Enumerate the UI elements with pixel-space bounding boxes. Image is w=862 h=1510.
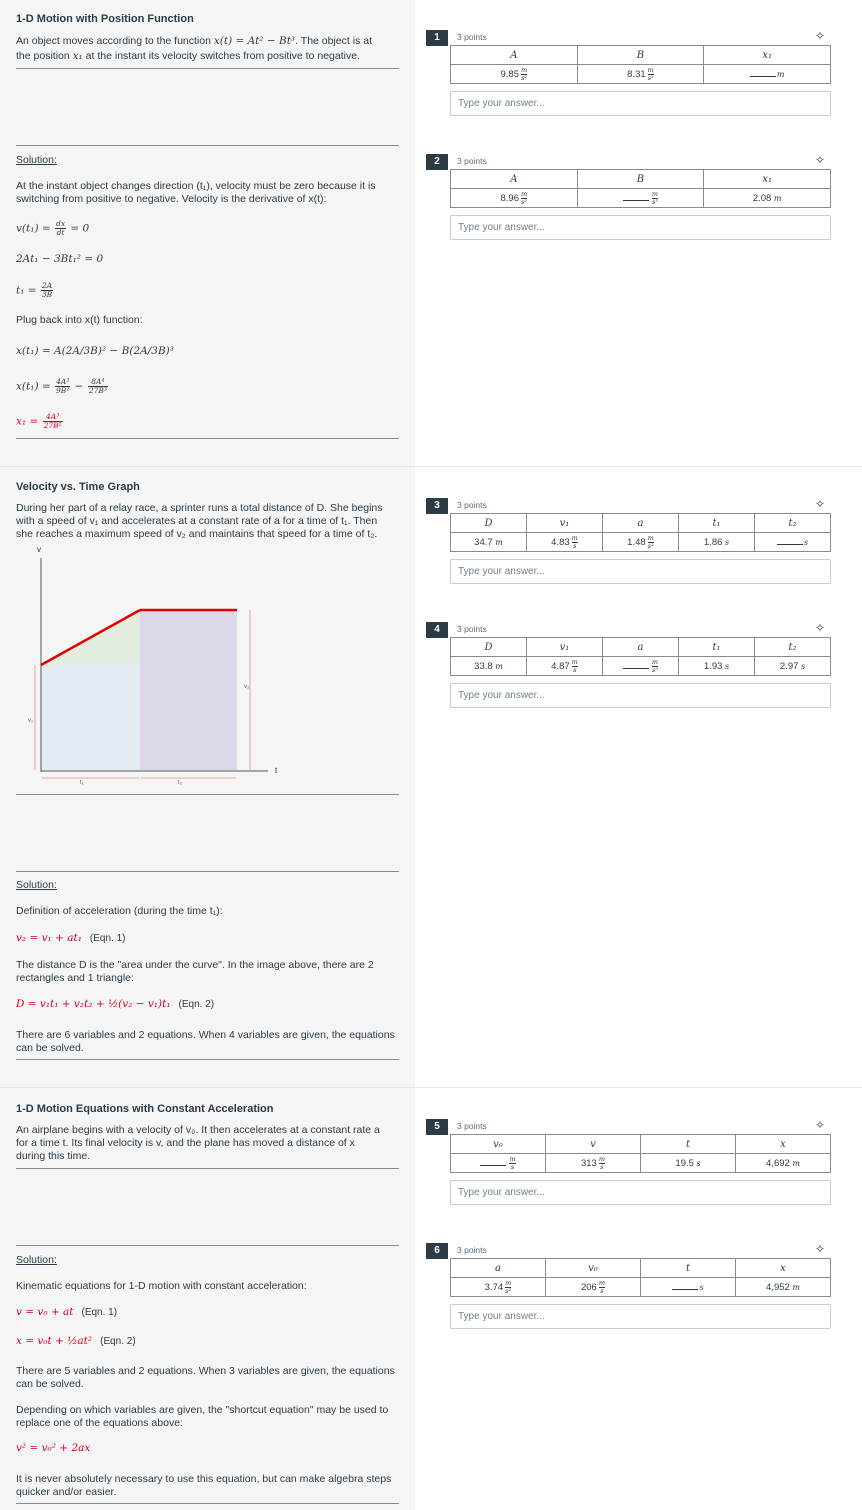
section3-problem: An airplane begins with a velocity of v₀. It then accelerates at a constant rate a bbox=[16, 1124, 380, 1136]
value-text: 1.48 bbox=[627, 536, 646, 548]
unit: s bbox=[803, 537, 809, 547]
table-header-cell: x bbox=[736, 1259, 831, 1278]
value-cell bbox=[679, 657, 755, 676]
value-text: 3.74 bbox=[484, 1281, 504, 1293]
solution-text: quicker and/or easier. bbox=[16, 1486, 117, 1498]
unknown-value-cell bbox=[704, 65, 831, 84]
divider bbox=[16, 871, 399, 872]
unit: $\frac{m}{s}$ bbox=[598, 1154, 606, 1171]
table-header-cell: v₁ bbox=[527, 638, 603, 657]
table-header-cell: x₁ bbox=[704, 46, 831, 65]
value-cell bbox=[546, 1278, 641, 1297]
rect-v1-t1 bbox=[41, 665, 140, 770]
value-cell bbox=[451, 657, 527, 676]
unit: m bbox=[789, 1282, 800, 1292]
value-text: 4,952 bbox=[766, 1281, 790, 1293]
value-cell bbox=[527, 533, 603, 552]
equation: v = v₀ + at (Eqn. 1) bbox=[16, 1306, 118, 1318]
equation: D = v₁t₁ + v₂t₂ + ½(v₂ − v₁)t₁ (Eqn. 2) bbox=[16, 998, 215, 1010]
unit: s bbox=[798, 661, 806, 671]
value-cell bbox=[736, 1154, 831, 1173]
unit: m bbox=[776, 69, 785, 79]
unit: m bbox=[492, 661, 503, 671]
equation: x = v₀t + ½at² (Eqn. 2) bbox=[16, 1335, 136, 1347]
unknown-value-cell bbox=[641, 1278, 736, 1297]
solution-text: At the instant object changes direction (t₁), velocity must be zero because it is bbox=[16, 180, 376, 192]
section3-problem: for a time t. Its final velocity is v, and the plane has moved a distance of x bbox=[16, 1137, 355, 1149]
question-points: 3 points bbox=[457, 624, 487, 634]
section2-problem: she reaches a maximum speed of v₂ and maintains that speed for a time of t₂. bbox=[16, 528, 378, 540]
v2-label: v₂ bbox=[244, 684, 250, 690]
table-header-cell: a bbox=[603, 638, 679, 657]
value-cell bbox=[451, 1278, 546, 1297]
question-number: 2 bbox=[426, 154, 448, 170]
velocity-time-graph bbox=[0, 540, 415, 790]
section-divider bbox=[0, 466, 862, 467]
divider bbox=[16, 1059, 399, 1060]
blank-line bbox=[623, 193, 649, 201]
divider bbox=[16, 68, 399, 69]
given-values-table bbox=[450, 1258, 831, 1297]
pin-icon[interactable]: ✧ bbox=[815, 621, 826, 635]
solution-text: There are 5 variables and 2 equations. When 3 variables are given, the equations bbox=[16, 1365, 395, 1377]
solution-text: It is never absolutely necessary to use this equation, but can make algebra steps bbox=[16, 1473, 392, 1485]
pin-icon[interactable]: ✧ bbox=[815, 153, 826, 167]
table-header-cell: a bbox=[603, 514, 679, 533]
given-values-table bbox=[450, 45, 831, 84]
value-text: 33.8 bbox=[474, 660, 493, 672]
unit: $\frac{m}{\text{s²}}$ bbox=[505, 1278, 512, 1295]
equation: 2At₁ − 3Bt₁² = 0 bbox=[16, 253, 104, 265]
section1-problem-cont: the position x₁ at the instant its velocity switches from positive to negative. bbox=[16, 50, 360, 62]
value-cell bbox=[679, 533, 755, 552]
question-number: 1 bbox=[426, 30, 448, 46]
unit: $\frac{m}{s}$ bbox=[509, 1154, 516, 1171]
solution-text: replace one of the equations above: bbox=[16, 1417, 183, 1429]
unit: $\frac{m}{\text{s²}}$ bbox=[651, 657, 659, 674]
equation: v₂ = v₁ + at₁ (Eqn. 1) bbox=[16, 932, 126, 944]
unit: m bbox=[492, 537, 503, 547]
section1-title: 1-D Motion with Position Function bbox=[16, 13, 194, 25]
solution-text: There are 6 variables and 2 equations. When 4 variables are given, the equations bbox=[16, 1029, 395, 1041]
final-equation: x₁ = $\frac{\text{4A³}}{\text{27B²}}$ bbox=[16, 412, 62, 430]
unit: s bbox=[722, 537, 730, 547]
value-text: 1.86 bbox=[703, 536, 723, 548]
pin-icon[interactable]: ✧ bbox=[815, 1118, 826, 1132]
unit: s bbox=[699, 1282, 704, 1292]
unknown-value-cell bbox=[577, 189, 704, 208]
table-header-cell: D bbox=[451, 514, 527, 533]
divider bbox=[16, 1168, 399, 1169]
solution-text: can be solved. bbox=[16, 1378, 84, 1390]
question-number: 5 bbox=[426, 1119, 448, 1135]
x-axis-label: t bbox=[275, 766, 278, 775]
solution-text: Depending on which variables are given, the "shortcut equation" may be used to bbox=[16, 1404, 389, 1416]
unit: s bbox=[693, 1158, 701, 1168]
solution-text: rectangles and 1 triangle: bbox=[16, 972, 134, 984]
table-header-cell: v bbox=[546, 1135, 641, 1154]
section2-title: Velocity vs. Time Graph bbox=[16, 481, 140, 493]
unit: $\frac{m}{s}$ bbox=[571, 533, 578, 550]
table-header-cell: v₀ bbox=[451, 1135, 546, 1154]
value-cell bbox=[736, 1278, 831, 1297]
value-cell bbox=[546, 1154, 641, 1173]
value-cell bbox=[755, 657, 831, 676]
unknown-value-cell bbox=[451, 1154, 546, 1173]
value-text: 4.87 bbox=[551, 660, 570, 672]
question-number: 4 bbox=[426, 622, 448, 638]
given-values-table bbox=[450, 637, 831, 676]
table-header-cell: A bbox=[451, 170, 578, 189]
given-values-table bbox=[450, 1134, 831, 1173]
divider bbox=[16, 1503, 399, 1504]
given-values-table bbox=[450, 169, 831, 208]
table-header-cell: t₂ bbox=[755, 514, 831, 533]
question-points: 3 points bbox=[457, 156, 487, 166]
value-text: 19.5 bbox=[675, 1157, 694, 1169]
table-header-cell: v₀ bbox=[546, 1259, 641, 1278]
pin-icon[interactable]: ✧ bbox=[815, 497, 826, 511]
pin-icon[interactable]: ✧ bbox=[815, 29, 826, 43]
divider bbox=[16, 145, 399, 146]
table-header-cell: A bbox=[451, 46, 578, 65]
unit: $\frac{m}{\text{s³}}$ bbox=[651, 189, 659, 206]
solution-label[interactable]: Solution: bbox=[16, 154, 57, 166]
t2-label: t₂ bbox=[178, 780, 182, 786]
answer-input[interactable]: Type your answer... bbox=[450, 559, 831, 584]
rect-v2-t2 bbox=[140, 610, 237, 770]
value-cell bbox=[451, 189, 578, 208]
table-header-cell: B bbox=[577, 170, 704, 189]
value-text: 206 bbox=[580, 1281, 597, 1293]
value-cell bbox=[603, 533, 679, 552]
equation: x(t₁) = $\frac{\text{4A³}}{\text{9B²}}$ − $\frac{\text{8A⁴}}{\text{27B³}}$ bbox=[16, 377, 107, 395]
value-text: 34.7 bbox=[474, 536, 493, 548]
table-header-cell: B bbox=[577, 46, 704, 65]
t1-label: t₁ bbox=[80, 780, 84, 786]
table-header-cell: D bbox=[451, 638, 527, 657]
pin-icon[interactable]: ✧ bbox=[815, 1242, 826, 1256]
table-header-cell: v₁ bbox=[527, 514, 603, 533]
solution-label[interactable]: Solution: bbox=[16, 879, 57, 891]
question-points: 3 points bbox=[457, 32, 487, 42]
value-text: 313 bbox=[580, 1157, 597, 1169]
equation: x(t₁) = A(2A/3B)² − B(2A/3B)³ bbox=[16, 345, 174, 357]
value-cell bbox=[641, 1154, 736, 1173]
question-points: 3 points bbox=[457, 1245, 487, 1255]
unit: $\frac{m}{s}$ bbox=[598, 1278, 606, 1295]
value-text: 8.96 bbox=[500, 192, 519, 204]
section2-problem: with a speed of v₁ and accelerates at a constant rate of a for a time of t₁. Then bbox=[16, 515, 378, 527]
question-points: 3 points bbox=[457, 500, 487, 510]
unit: $\frac{m}{\text{s²}}$ bbox=[520, 189, 528, 206]
value-cell bbox=[451, 533, 527, 552]
given-values-table bbox=[450, 513, 831, 552]
section2-problem: During her part of a relay race, a sprinter runs a total distance of D. She begins bbox=[16, 502, 383, 514]
value-text: 4.83 bbox=[551, 536, 570, 548]
v1-label: v₁ bbox=[28, 718, 34, 724]
table-header-cell: t bbox=[641, 1135, 736, 1154]
unit: $\frac{m}{\text{s²}}$ bbox=[647, 65, 654, 82]
blank-line bbox=[623, 661, 649, 669]
solution-text: can be solved. bbox=[16, 1042, 84, 1054]
table-header-cell: t₁ bbox=[679, 638, 755, 657]
section3-title: 1-D Motion Equations with Constant Acceleration bbox=[16, 1103, 274, 1115]
table-header-cell: t₂ bbox=[755, 638, 831, 657]
divider bbox=[16, 794, 399, 795]
value-cell bbox=[527, 657, 603, 676]
value-text: 4,692 bbox=[766, 1157, 790, 1169]
section1-problem: An object moves according to the function x(t) = At² − Bt³. The object is at bbox=[16, 35, 372, 47]
unit: m bbox=[789, 1158, 800, 1168]
question-points: 3 points bbox=[457, 1121, 487, 1131]
section-divider bbox=[0, 1087, 862, 1088]
divider bbox=[16, 1245, 399, 1246]
solution-text: Definition of acceleration (during the time t₁): bbox=[16, 905, 223, 917]
table-header-cell: x bbox=[736, 1135, 831, 1154]
value-text: 2.08 bbox=[752, 192, 772, 204]
section3-problem: during this time. bbox=[16, 1150, 91, 1162]
value-cell bbox=[704, 189, 831, 208]
equation: t₁ = $\frac{2A}{3B}$ bbox=[16, 281, 53, 299]
table-header-cell: t bbox=[641, 1259, 736, 1278]
unknown-value-cell bbox=[755, 533, 831, 552]
solution-text: The distance D is the "area under the curve". In the image above, there are 2 bbox=[16, 959, 374, 971]
unit: m bbox=[771, 193, 782, 203]
unit: $\frac{m}{\text{s²}}$ bbox=[520, 65, 528, 82]
table-header-cell: a bbox=[451, 1259, 546, 1278]
solution-label[interactable]: Solution: bbox=[16, 1254, 57, 1266]
divider bbox=[16, 438, 399, 439]
answer-input[interactable]: Type your answer... bbox=[450, 1180, 831, 1205]
question-number: 6 bbox=[426, 1243, 448, 1259]
equation: v² = v₀² + 2ax bbox=[16, 1442, 91, 1454]
blank-line bbox=[480, 1158, 506, 1166]
solution-text: Kinematic equations for 1-D motion with constant acceleration: bbox=[16, 1280, 307, 1292]
unknown-value-cell bbox=[603, 657, 679, 676]
solution-text: switching from positive to negative. Velocity is the derivative of x(t): bbox=[16, 193, 327, 205]
answer-input[interactable]: Type your answer... bbox=[450, 683, 831, 708]
value-cell bbox=[577, 65, 704, 84]
unit: s bbox=[722, 661, 730, 671]
value-text: 8.31 bbox=[627, 68, 646, 80]
value-text: 2.97 bbox=[779, 660, 799, 672]
unit: $\frac{m}{s}$ bbox=[571, 657, 578, 674]
answer-input[interactable]: Type your answer... bbox=[450, 91, 831, 116]
blank-line bbox=[672, 1282, 698, 1290]
blank-line bbox=[750, 69, 776, 77]
value-text: 9.85 bbox=[500, 68, 519, 80]
table-header-cell: x₁ bbox=[704, 170, 831, 189]
question-number: 3 bbox=[426, 498, 448, 514]
value-cell bbox=[451, 65, 578, 84]
blank-line bbox=[777, 537, 803, 545]
y-axis-label: v bbox=[37, 545, 41, 554]
equation: v(t₁) = $\frac{dx}{dt}$ = 0 bbox=[16, 219, 90, 237]
answer-input[interactable]: Type your answer... bbox=[450, 215, 831, 240]
solution-text: Plug back into x(t) function: bbox=[16, 314, 143, 326]
value-text: 1.93 bbox=[703, 660, 723, 672]
table-header-cell: t₁ bbox=[679, 514, 755, 533]
unit: $\frac{m}{\text{s²}}$ bbox=[647, 533, 654, 550]
answer-input[interactable]: Type your answer... bbox=[450, 1304, 831, 1329]
